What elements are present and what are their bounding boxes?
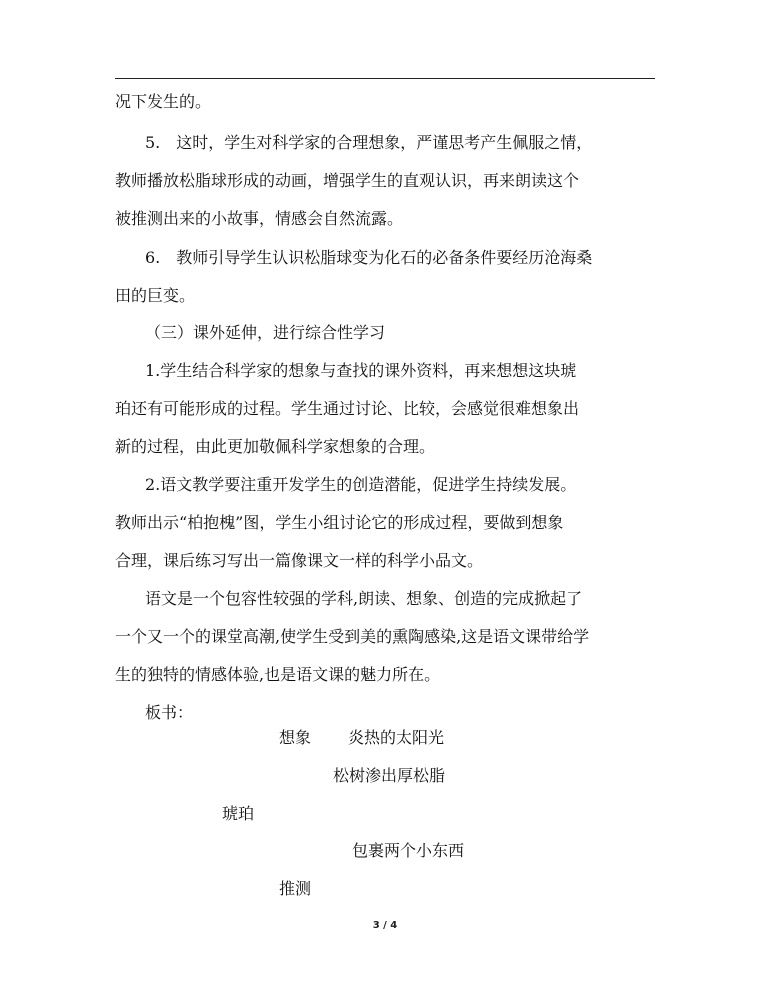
blackboard-label: 板书：: [145, 703, 194, 722]
blackboard-resin: 松树渗出厚松脂: [333, 766, 446, 785]
blackboard-wrap: 包裹两个小东西: [352, 841, 465, 860]
paragraph-line: 教师出示“柏抱槐”图，学生小组讨论它的形成过程，要做到想象: [115, 513, 564, 532]
paragraph-line: 田的巨变。: [115, 286, 196, 305]
section-heading: （三）课外延伸，进行综合性学习: [145, 323, 386, 342]
paragraph-line: 被推测出来的小故事，情感会自然流露。: [115, 209, 404, 228]
paragraph-line: 新的过程，由此更加敬佩科学家想象的合理。: [115, 437, 436, 456]
paragraph-line: 2.语文教学要注重开发学生的创造潜能，促进学生持续发展。: [145, 475, 577, 494]
paragraph-line: 生的独特的情感体验,也是语文课的魅力所在。: [115, 665, 441, 684]
header-rule: [115, 78, 655, 79]
paragraph-line: 1.学生结合科学家的想象与查找的课外资料，再来想想这块琥: [145, 361, 577, 380]
paragraph-line: 一个又一个的课堂高潮,使学生受到美的熏陶感染,这是语文课带给学: [115, 627, 590, 646]
paragraph-line: 珀还有可能形成的过程。学生通过讨论、比较，会感觉很难想象出: [115, 399, 580, 418]
blackboard-infer: 推测: [279, 879, 312, 898]
blackboard-imagine: 想象: [279, 728, 312, 747]
paragraph-line: 6. 教师引导学生认识松脂球变为化石的必备条件要经历沧海桑: [145, 248, 593, 267]
blackboard-amber: 琥珀: [222, 804, 255, 823]
paragraph-line: 况下发生的。: [115, 92, 212, 111]
page-number: 3 / 4: [372, 920, 398, 931]
paragraph-line: 5. 这时，学生对科学家的合理想象，严谨思考产生佩服之情，: [145, 133, 593, 152]
paragraph-line: 语文是一个包容性较强的学科,朗读、想象、创造的完成掀起了: [145, 589, 583, 608]
blackboard-sunlight: 炎热的太阳光: [348, 728, 445, 747]
paragraph-line: 合理，课后练习写出一篇像课文一样的科学小品文。: [115, 551, 484, 570]
paragraph-line: 教师播放松脂球形成的动画，增强学生的直观认识，再来朗读这个: [115, 171, 580, 190]
